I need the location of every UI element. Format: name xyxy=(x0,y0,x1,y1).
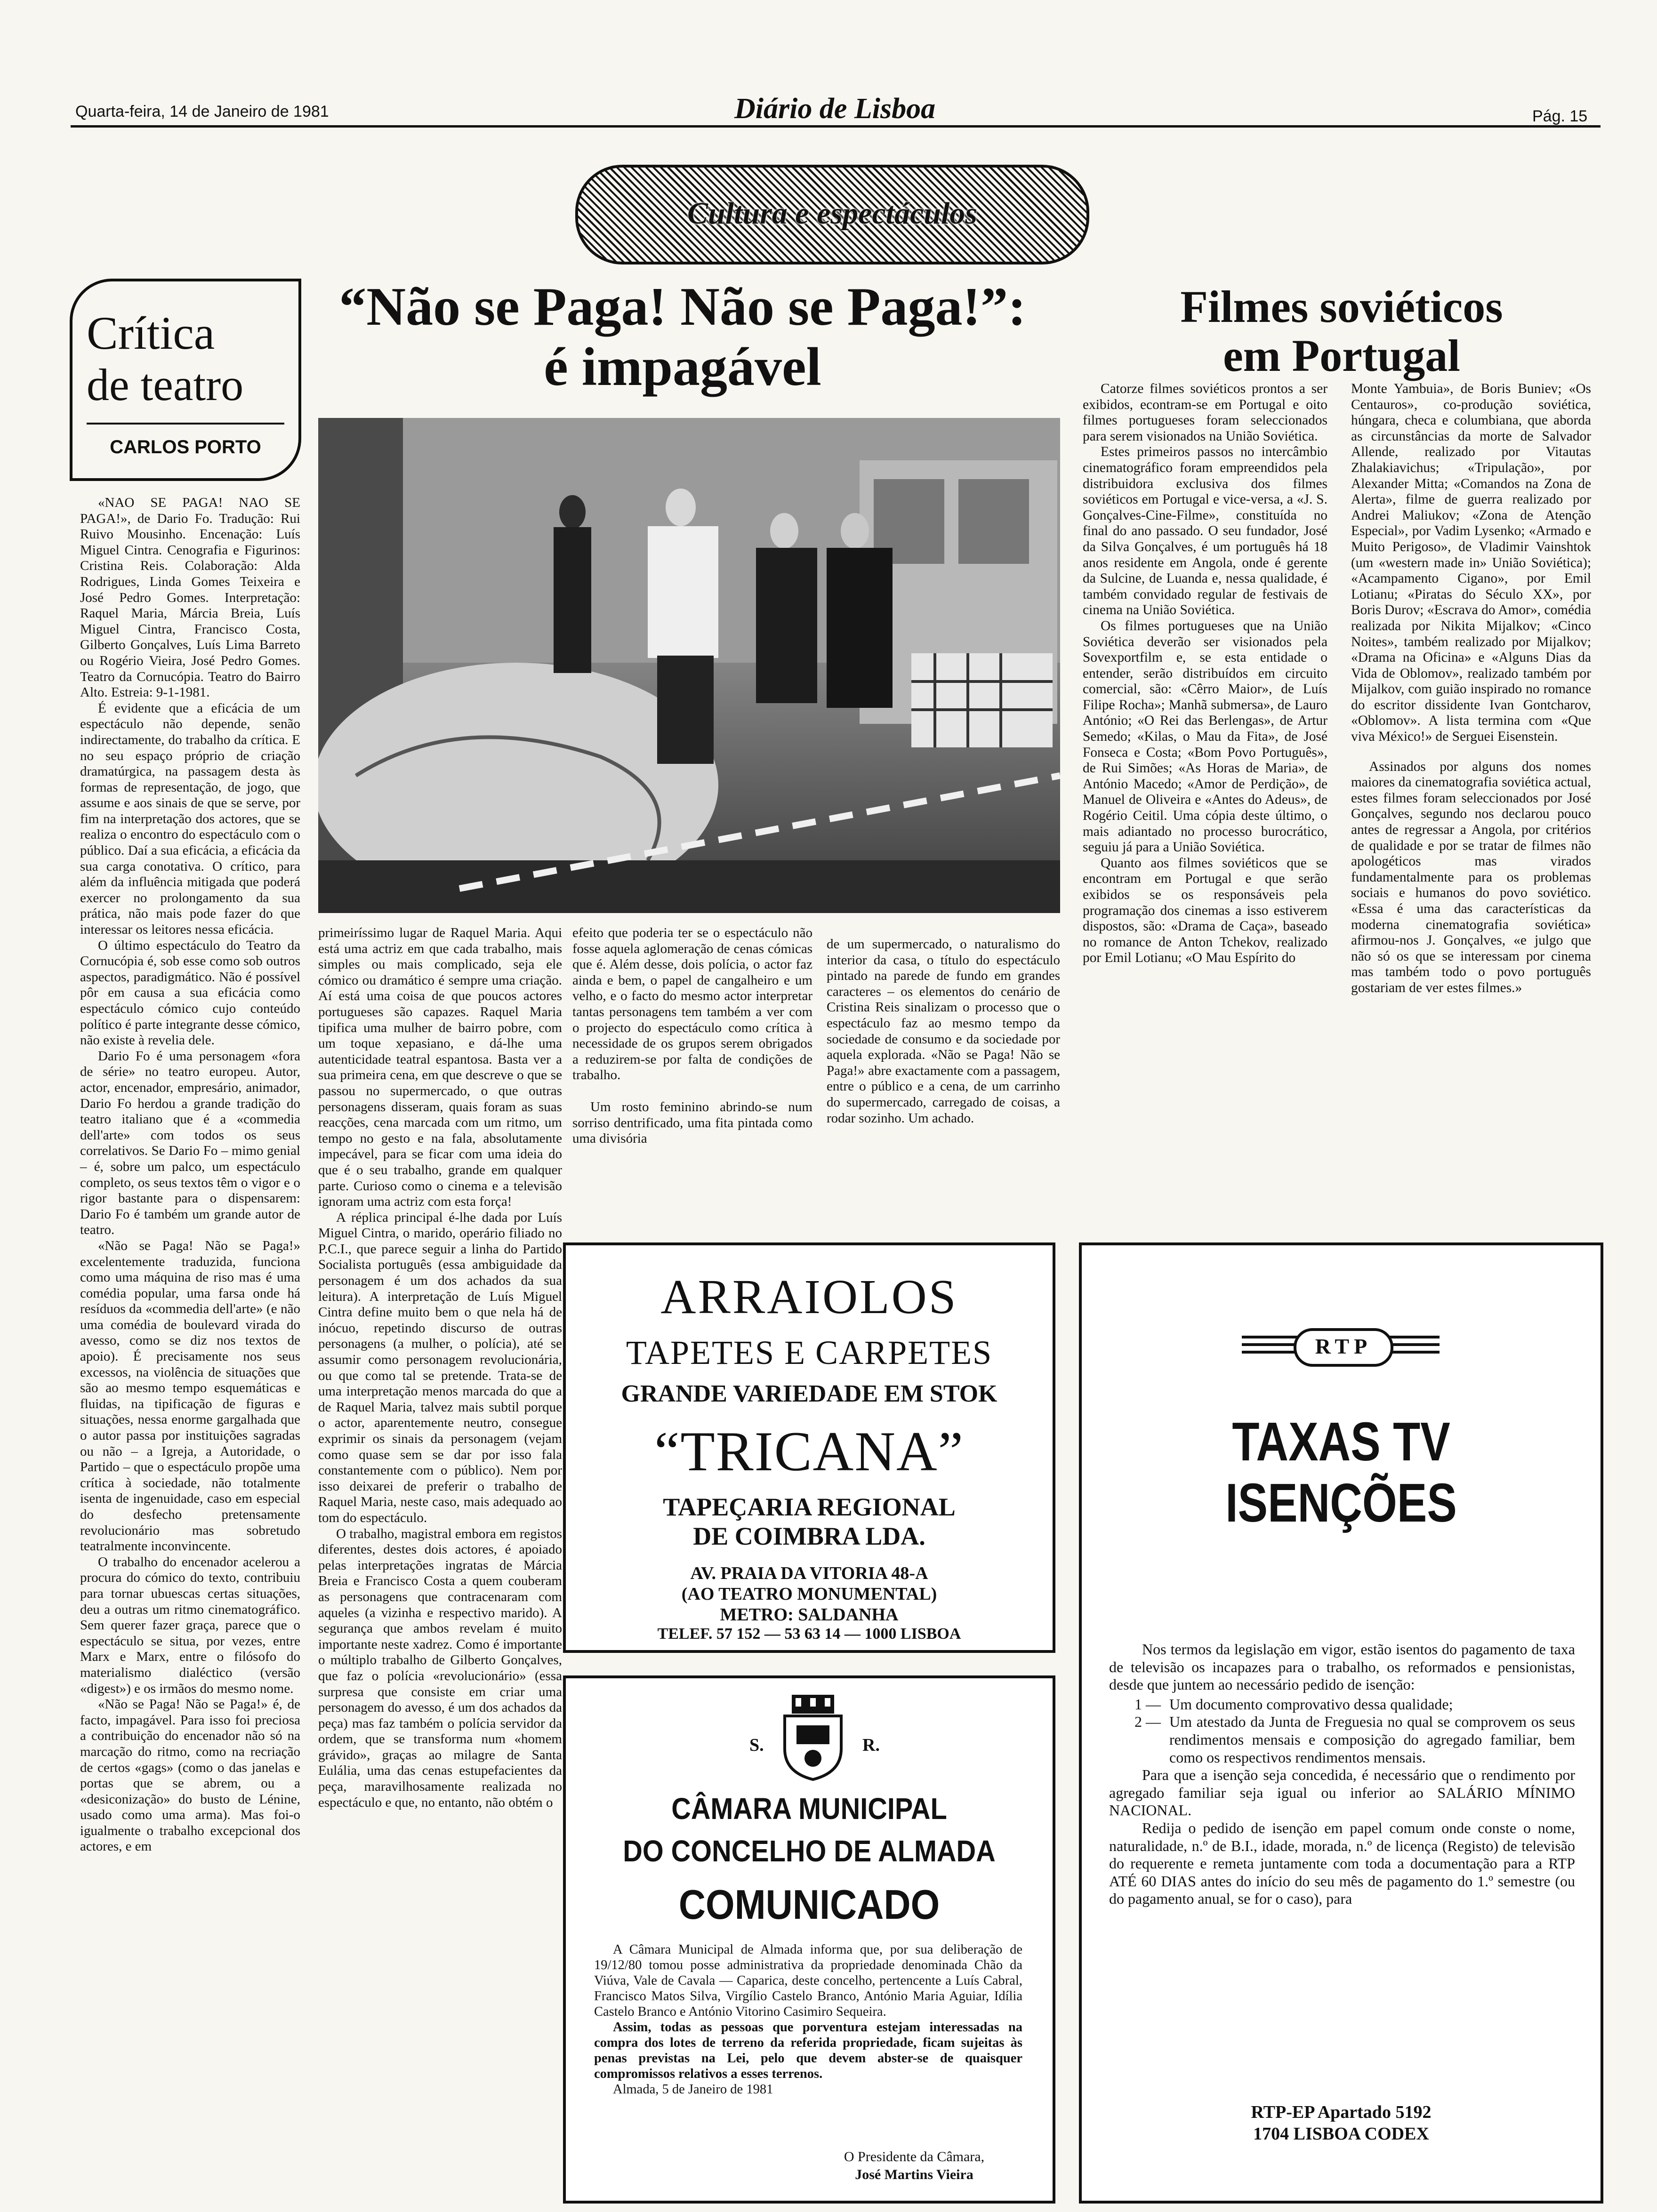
article2-column-1 xyxy=(1083,381,1327,966)
article1-col1-para: «NAO SE PAGA! NAO SE PAGA!», de Dario Fo. Tradução: Rui Ruivo Mousinho. Encenação: Luís Miguel Cintra. Cenografia e Figurinos: Cristina Reis. Colaboração: Alda Rodrigues, Linda Gomes Teixeira e José Pedro Gomes. Interpretação: Raquel Maria, Márcia Breia, Luís Miguel Cintra, Francisco Costa, Gilberto Gonçalves, Luís Lima Barreto ou Rogério Vieira, José Pedro Gomes. Teatro da Cornucópia. Teatro do Bairro Alto. Estreia: 9-1-1981. xyxy=(80,495,300,700)
article2-column-2 xyxy=(1351,381,1591,996)
article1-col1-para: O trabalho do encenador acelerou a procura do cómico do texto, contribuiu para tornar ubuescas certas situações, deu a outras um ritmo cinematográfico. Sem querer fazer graça, parece que o espectáculo se situa, por vezes, entre Marx e Marx, entre o filósofo do materialismo dialéctico (versão «digest») e os irmãos do mesmo nome. xyxy=(80,1554,300,1696)
article1-column-1 xyxy=(80,495,300,1855)
ad-arraiolos-address: METRO: SALDANHA xyxy=(720,1605,899,1625)
article2-col1-para: Quanto aos filmes soviéticos que se encontram em Portugal e que serão exibidos se os responsáveis pela programação dos cinemas a isso estiverem dispostos, são: «Drama de Caça», baseado no romance de Anton Tchekov, realizado por Emil Lotianu; «O Mau Espírito do xyxy=(1083,855,1327,966)
ad-almada xyxy=(563,1675,1055,2204)
article1-col3-para: Um rosto feminino abrindo-se num sorriso dentrificado, uma fita pintada como uma divisória xyxy=(572,1099,812,1146)
rtp-logo xyxy=(1242,1328,1440,1366)
critic-box-line2: de teatro xyxy=(87,360,244,410)
article2-col2-para: Monte Yambuia», de Boris Buniev; «Os Centauros», co-produção soviética, húngara, checa e columbiana, que aborda as circunstâncias da morte de Salvador Allende, realizado por Vitautas Zhalakiavichus; «Tripulação», por Alexander Mitta; «Comandos na Zona de Alerta», filme de guerra realizado por Andrei Maliukov; «Zona de Atenção Especial», por Vadim Lysenko; «Armado e Muito Perigoso», de Vladimir Vainshtok (um «western made in» União Soviética); «Acampamento Cigano», por Emil Lotianu; «Piratas do Século XX», por Boris Durov; «Escrava do Amor», comédia realizada por Nikita Mijalkov; «Cinco Noites», também realizado por Mijalkov; «Drama na Oficina» e «Alguns Dias da Vida de Oblomov», realizado também por Mijalkov, com guião inspirado no romance do escritor dissidente Ivan Gontcharov, «Oblomov». A lista termina com «Que viva México!» de Serguei Eisenstein. xyxy=(1351,381,1591,745)
ad-arraiolos-company2: DE COIMBRA LDA. xyxy=(693,1522,925,1550)
ad-almada-right-letter: R. xyxy=(862,1735,880,1755)
ad-almada-para: Assim, todas as pessoas que porventura estejam interessadas na compra dos lotes de terreno da referida propriedade, ficam sujeitas às penas previstas na Lei, pelo que devem abster-se de quaisquer compromissos relativos a esses terrenos. xyxy=(594,2020,1022,2081)
page-number: Pág. 15 xyxy=(1532,107,1588,125)
ad-rtp-item-text: Um atestado da Junta de Freguesia no qual se comprovem os seus rendimentos mensais e composição do agregado familiar, bem como os respectivos rendimentos mensais. xyxy=(1169,1713,1575,1766)
ad-rtp-title1: TAXAS TV xyxy=(1232,1411,1450,1472)
almada-coat-of-arms xyxy=(778,1692,848,1782)
critic-box-line1: Crítica xyxy=(87,307,215,359)
ad-arraiolos-line2: GRANDE VARIEDADE EM STOK xyxy=(621,1380,997,1407)
ad-almada-title1: CÂMARA MUNICIPAL xyxy=(671,1792,947,1826)
article1-col2-para: A réplica principal é-lhe dada por Luís Miguel Cintra, o marido, operário filiado no P.C.I., que parece seguir a linha do Partido Socialista português (essa ambiguidade da personagem é um dos achados da sua leitura). A interpretação de Luís Miguel Cintra define muito bem o que nela há de inócuo, repetindo discurso de outras personagens (a mulher, o polícia), até se assumir como personagem revolucionária, ou que como tal se pretende. Trata-se de uma interpretação menos marcada do que a de Raquel Maria, talvez mais subtil porque o actor, aparentemente neutro, consegue exprimir os sinais da personagem (vejam como quase sem se dar por isso fala constantemente com o público). Nem por isso deixarei de preferir o trabalho de Raquel Maria, neste caso, mais adequado ao tom do espectáculo. xyxy=(318,1210,562,1525)
critic-box-rule xyxy=(87,423,284,425)
critic-box xyxy=(70,279,301,481)
ad-almada-para: A Câmara Municipal de Almada informa que, por sua deliberação de 19/12/80 tomou posse administrativa da propriedade denominada Chão da Viúva, Vale de Cavala — Caparica, deste concelho, pertencente a Luís Cabral, Francisco Matos Silva, Virgílio Castelo Branco, António Maria Aguiar, Idília Castelo Branco e António Vitorino Casimiro Sequeira. xyxy=(594,1942,1022,2019)
article2-col2-para: Assinados por alguns dos nomes maiores da cinematografia soviética actual, estes filmes foram seleccionados por José Gonçalves, segundo nos declarou pouco antes de regressar a Angola, por critérios de qualidade e por se tratar de filmes não apologéticos mas virados fundamentalmente para os problemas sociais e humanos do povo soviético. «Essa é uma das características da moderna cinematografia soviética» afirmou-nos J. Gonçalves, «e julgo que não só os que se interessam por cinema mas também todo o povo português gostariam de ver estes filmes.» xyxy=(1351,759,1591,995)
ad-arraiolos-address: (AO TEATRO MONUMENTAL) xyxy=(681,1584,937,1604)
theatre-photo xyxy=(318,418,1060,913)
article1-col1-para: «Não se Paga! Não se Paga!» excelentemente traduzida, funciona como uma máquina de riso mas é uma comédia popular, uma farsa onde há resíduos da «commedia dell'arte» (e não uma comédia de boulevard virada do avesso, como se diz nos textos de apoio). É precisamente nos seus excessos, na violência de situações que são ao mesmo tempo esquemáticas e fluidas, na tipificação de figuras e situações, nessa enorme gargalhada que o autor passa por instituições sagradas ou não – a Igreja, a Autoridade, o Partido – que o espectáculo propõe uma crítica à sociedade, não totalmente isenta de ingenuidade, caso em especial do desfecho pretensamente revolucionário mas sobretudo teatralmente inconvincente. xyxy=(80,1238,300,1554)
ad-rtp-intro: Nos termos da legislação em vigor, estão isentos do pagamento de taxa de televisão os incapazes para o trabalho, os reformados e pensionistas, desde que juntem ao necessário pedido de isenção: xyxy=(1109,1641,1575,1693)
ad-almada-dateline: Almada, 5 de Janeiro de 1981 xyxy=(613,2082,773,2097)
article1-col2-para: O trabalho, magistral embora em registos diferentes, destes dois actores, é apoiado pelas interpretações ingratas de Márcia Breia e Francisco Costa a quem couberam as personagens que contracenaram com aqueles (a vizinha e respectivo marido). A segurança que ambos revelam é muito importante neste xadrez. Como é importante o múltiplo trabalho de Gilberto Gonçalves, que faz o polícia «revolucionário» (essa surpresa que consiste em criar uma personagem do avesso, é um dos achados da peça) mas faz também o polícia servidor da ordem, que se transforma num «homem grávido», graças ao milagre de Santa Eulália, uma das cenas estupefacientes da peça, maravilhosamente realizada no espectáculo e que, no entanto, não obtém o xyxy=(318,1526,562,1810)
masthead: Diário de Lisboa xyxy=(734,93,936,125)
article2-headline-line1: Filmes soviéticos xyxy=(1180,281,1503,332)
article1-headline-line2: é impagável xyxy=(544,337,821,397)
ad-almada-sign2: José Martins Vieira xyxy=(855,2167,973,2182)
ad-almada-left-letter: S. xyxy=(749,1735,764,1755)
article1-col1-para: Dario Fo é uma personagem «fora de série» no teatro europeu. Autor, actor, encenador, empresário, animador, Dario Fo herdou a grande tradição do teatro italiano que é a «commedia dell'arte» com todos os seus correlativos. Se Dario Fo – mimo genial – é, sobre um palco, um espectáculo completo, os seus textos têm o vigor e o rigor bastante para o dispensarem: Dario Fo é também um grande autor de teatro. xyxy=(80,1048,300,1238)
ad-arraiolos-phone: TELEF. 57 152 — 53 63 14 — 1000 LISBOA xyxy=(657,1625,961,1643)
article1-col1-para: O último espectáculo do Teatro da Cornucópia é, sob esse como sob outros aspectos, paradigmático. Não é possível pôr em causa a sua eficácia como espectáculo cómico cujo conteúdo político é parte integrante desse cómico, não existe à revelia dele. xyxy=(80,938,300,1048)
article1-col1-para: «Não se Paga! Não se Paga!» é, de facto, impagável. Para isso foi preciosa a contribuição do encenador não só na marcação do ritmo, como na recriação de certos «gags» (como o das janelas e portas que se abrem, ou a «desiconização» do busto de Lénine, usado como uma arma). Mas foi-o igualmente o trabalho excepcional dos actores, e em xyxy=(80,1697,300,1854)
ad-rtp-title2: ISENÇÕES xyxy=(1225,1472,1457,1533)
ad-rtp-body xyxy=(1109,1641,1575,1908)
article2-col1-para: Catorze filmes soviéticos prontos a ser exibidos, econtram-se em Portugal e oito filmes portugueses foram seleccionados para serem visionados na União Soviética. xyxy=(1083,381,1327,444)
ad-almada-title2: DO CONCELHO DE ALMADA xyxy=(623,1834,996,1868)
header-rule xyxy=(71,125,1601,128)
article1-column-3 xyxy=(572,925,812,1147)
ad-arraiolos xyxy=(563,1242,1055,1653)
ad-arraiolos-title: ARRAIOLOS xyxy=(660,1270,958,1324)
ad-arraiolos-brand: “TRICANA” xyxy=(654,1420,964,1483)
ad-rtp-address1: RTP-EP Apartado 5192 xyxy=(1251,2102,1432,2122)
rtp-logo-text: RTP xyxy=(1315,1334,1372,1358)
ad-arraiolos-address: AV. PRAIA DA VITORIA 48-A xyxy=(690,1563,928,1583)
ad-rtp xyxy=(1079,1242,1603,2204)
ad-arraiolos-line1: TAPETES E CARPETES xyxy=(626,1334,993,1371)
article1-column-2 xyxy=(318,925,562,1811)
ad-almada-title3: COMUNICADO xyxy=(678,1881,940,1928)
article1-headline-line1: “Não se Paga! Não se Paga!”: xyxy=(339,277,1026,337)
article1-col4-para: de um supermercado, o naturalismo do interior da casa, o título do espectáculo pintado na parede de fundo em grandes caracteres – os elementos do cenário de Cristina Reis sinalizam o processo que o espectáculo faz ao mesmo tempo da sociedade de consumo e da sociedade por aquela explorada. «Não se Paga! Não se Paga!» abre exactamente com a passagem, entre o público e a cena, de um carrinho do supermercado, carregado de coisas, a rodar sozinho. Um achado. xyxy=(827,937,1060,1126)
ad-almada-body xyxy=(594,1942,1022,2097)
ad-rtp-item xyxy=(1109,1713,1575,1766)
header-date: Quarta-feira, 14 de Janeiro de 1981 xyxy=(75,103,329,120)
article2-headline-line2: em Portugal xyxy=(1223,330,1460,381)
article1-col1-para: É evidente que a eficácia de um espectáculo não depende, senão indirectamente, do trabalho da crítica. E no seu espaço próprio de criação dramatúrgica, na passagem desta às formas de representação, de jogo, que assume e aos sinais de que se serve, por fim na interpretação dos actores, que se realiza o encontro do espectáculo com o público. Daí a sua eficácia, a eficácia da sua carga conotativa. O crítico, para além da influência mitigada que poderá exercer no prolongamento da sua prática, não mais pode fazer do que interessar os leitores nessa eficácia. xyxy=(80,700,300,938)
ad-rtp-para: Para que a isenção seja concedida, é necessário que o rendimento por agregado familiar seja igual ou inferior ao SALÁRIO MÍNIMO NACIONAL. xyxy=(1109,1766,1575,1819)
ad-rtp-para: Redija o pedido de isenção em papel comum onde conste o nome, naturalidade, n.º de B.I., idade, morada, n.º de licença (Registo) de televisão do requerente e remeta juntamente com toda a documentação para a RTP ATÉ 60 DIAS antes do início do seu mês de pagamento do 1.º semestre (ou do pagamento anual, se for o caso), para xyxy=(1109,1819,1575,1907)
ad-rtp-item xyxy=(1109,1696,1575,1714)
section-banner xyxy=(575,165,1089,264)
ad-almada-sign1: O Presidente da Câmara, xyxy=(844,2149,985,2164)
article2-col1-para: Os filmes portugueses que na União Soviética deverão ser visionados pela Sovexportfilm e, se esta entidade o entender, serão distribuídos em circuito comercial, são: «Cêrro Maior», de Luís Filipe Rocha»; Manhã submersa», de Lauro António; «O Rei das Berlengas», de Artur Semedo; «Kilas, o Mau da Fita», de José Fonseca e Costa; «Bom Povo Português», de Rui Simões; «As Horas de Maria», de António Macedo; «Amor de Perdição», de Manuel de Oliveira e «Antes do Adeus», de Rogério Ceitil. Uma cópia deste último, o mais adiantado no processo burocrático, seguiu já para a União Soviética. xyxy=(1083,618,1327,855)
article1-column-4 xyxy=(827,937,1060,1126)
ad-rtp-address2: 1704 LISBOA CODEX xyxy=(1253,2124,1429,2144)
ad-rtp-item-num: 2 — xyxy=(1134,1713,1161,1731)
article1-col2-para: primeiríssimo lugar de Raquel Maria. Aqui está uma actriz em que cada trabalho, mais simples ou mais complicado, seja ele cómico ou dramático é sempre uma criação. Aí está uma coisa de que poucos actores portugueses são capazes. Raquel Maria tipifica uma mulher de bairro pobre, com um toque xepasiano, e dá-lhe uma autenticidade teatral espantosa. Basta ver a sua primeira cena, em que descreve o que se passou no supermercado, o que outras personagens disseram, quais foram as suas reacções, cena marcada com um ritmo, um tempo no gesto e na fala, absolutamente impecável, para se ficar com uma ideia do que é o seu trabalho, grande em qualquer parte. Curioso como o cinema e a televisão ignoram uma actriz com esta força! xyxy=(318,925,562,1210)
article1-col3-para: efeito que poderia ter se o espectáculo não fosse aquela aglomeração de cenas cómicas que é. Além desse, dois polícia, o actor faz ainda e bem, o papel de cangalheiro e um velho, e o facto do mesmo actor interpretar tantas personagens tem também a ver com o projecto do espectáculo como crítica à necessidade de os grupos serem obrigados a reduzirem-se por falta de condições de trabalho. xyxy=(572,925,812,1083)
critic-author: CARLOS PORTO xyxy=(110,437,261,457)
ad-rtp-item-text: Um documento comprovativo dessa qualidade; xyxy=(1169,1695,1453,1713)
ad-arraiolos-company1: TAPEÇARIA REGIONAL xyxy=(663,1493,956,1521)
article2-col1-para: Estes primeiros passos no intercâmbio cinematográfico foram empreendidos pela distribuidora exclusiva dos filmes soviéticos em Portugal e vice-versa, a «J. S. Gonçalves-Cine-Filme», constituída no final do ano passado. O seu fundador, José da Silva Gonçalves, é um português há 18 anos residente em Angola, onde é gerente da Sulcine, de Luanda e, nessa qualidade, é também convidado regular de festivais de cinema na União Soviética. xyxy=(1083,444,1327,618)
ad-rtp-item-num: 1 — xyxy=(1134,1695,1161,1713)
section-banner-label: Cultura e espectáculos xyxy=(687,196,977,231)
